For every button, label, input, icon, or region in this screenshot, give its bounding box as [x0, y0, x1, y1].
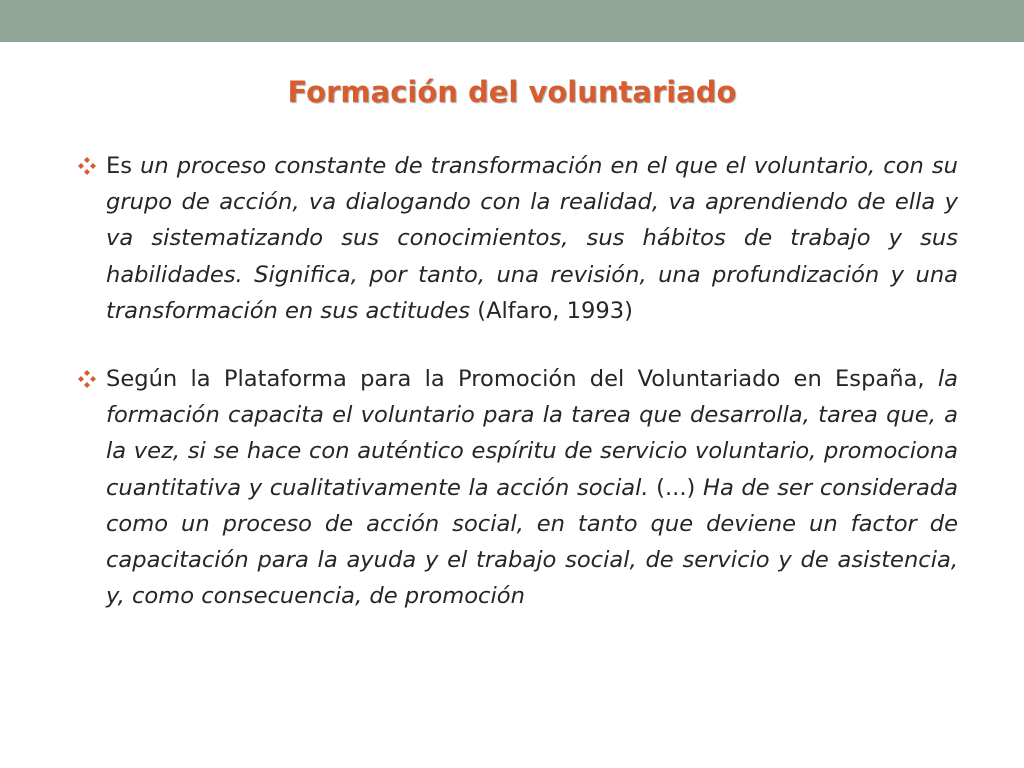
- slide-title: Formación del voluntariado: [287, 75, 737, 109]
- bullet-1-text-2: un proceso constante de transformación en el que el voluntario, con su grupo de acción, va dialogando con la realidad, va aprendiendo de ella y va sistematizando sus conocimientos, sus hábitos de trabajo y sus habilidades. Significa, por tanto, una revisión, una profundización y una transformación en sus actitudes: [106, 153, 958, 324]
- top-color-band: [0, 0, 1024, 42]
- bullet-2-text-2: la formación capacita el voluntario para la tarea que desarrolla, tarea que, a la vez, si se hace con auténtico espíritu de servicio voluntario, promociona cuantitativa y cualitativamente la acción social.: [106, 366, 958, 501]
- bullet-list: [78, 148, 958, 614]
- four-diamond-bullet-icon: [78, 370, 96, 388]
- bullet-1-text-3: (Alfaro, 1993): [470, 297, 633, 324]
- four-diamond-bullet-icon: [78, 157, 96, 175]
- bullet-2-text-4: Ha de ser considerada como un proceso de acción social, en tanto que deviene un factor de capacitación para la ayuda y el trabajo social, de servicio y de asistencia, y, como consecuencia, de promoción: [106, 474, 958, 610]
- bullet-item-1: [78, 148, 958, 329]
- bullet-2-text-3: (...): [648, 474, 703, 501]
- bullet-2-text-1: Según la Plataforma para la Promoción del Voluntariado en España,: [106, 366, 938, 393]
- bullet-item-2: [78, 361, 958, 614]
- bullet-1-text-1: Es: [106, 153, 141, 179]
